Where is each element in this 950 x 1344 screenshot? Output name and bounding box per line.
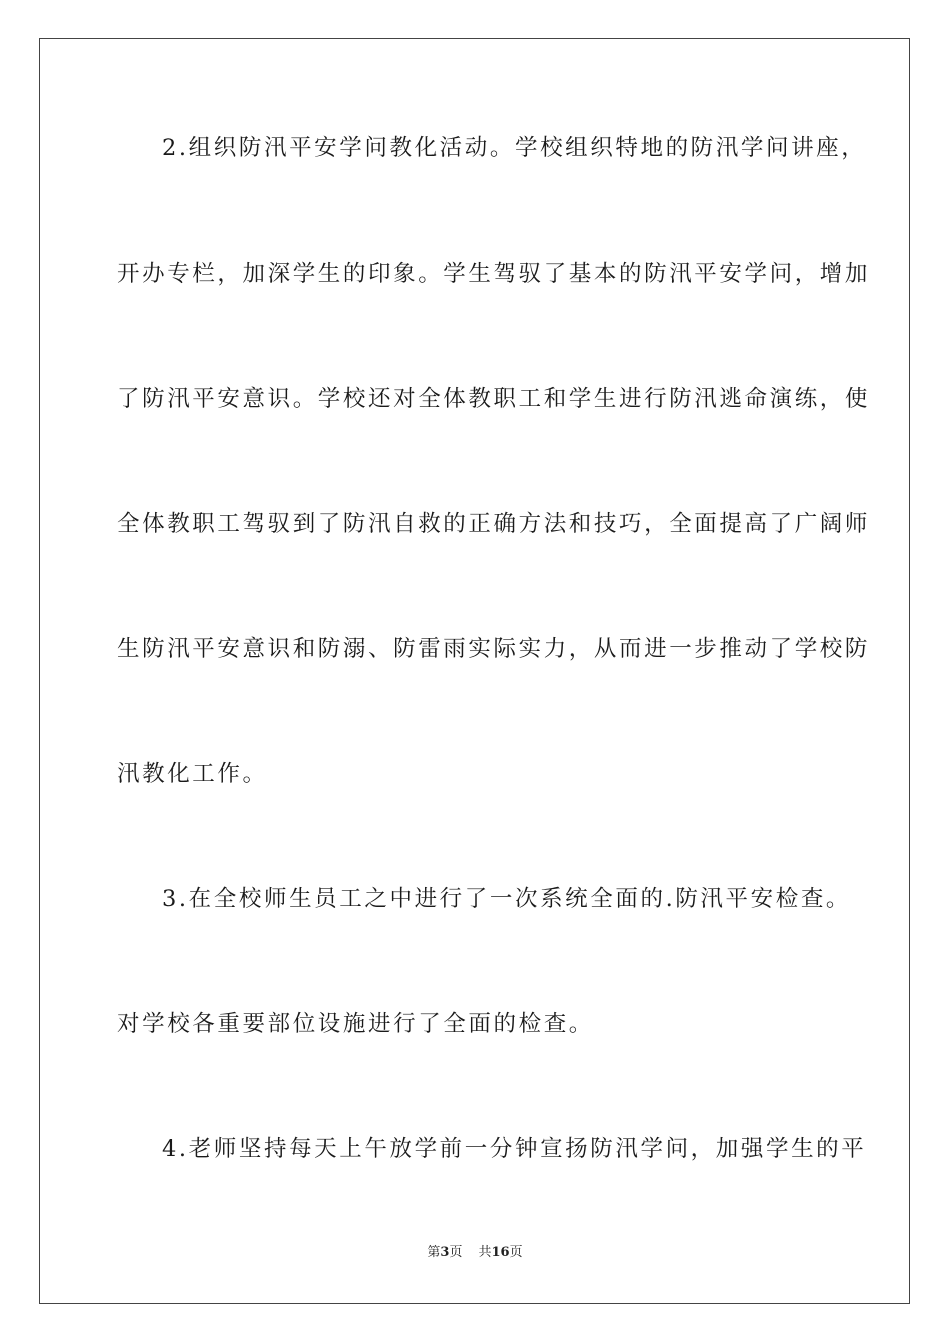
page-prefix: 第: [427, 1245, 441, 1260]
paragraph-line: 汛教化工作。: [117, 761, 268, 787]
page-border: [39, 38, 910, 1304]
paragraph-line: 全体教职工驾驭到了防汛自救的正确方法和技巧，全面提高了广阔师: [117, 511, 871, 537]
paragraph-line: 2.组织防汛平安学问教化活动。学校组织特地的防汛学问讲座，: [162, 135, 867, 161]
paragraph-line: 对学校各重要部位设施进行了全面的检查。: [117, 1011, 594, 1037]
paragraph-line: 3.在全校师生员工之中进行了一次系统全面的.防汛平安检查。: [162, 886, 852, 912]
total-pages: 16: [491, 1245, 510, 1260]
page-number: 3: [440, 1245, 450, 1260]
total-suffix: 页: [509, 1245, 523, 1260]
total-prefix: 共: [478, 1245, 492, 1260]
paragraph-line: 4.老师坚持每天上午放学前一分钟宣扬防汛学问，加强学生的平: [162, 1136, 867, 1162]
paragraph-line: 生防汛平安意识和防溺、防雷雨实际实力，从而进一步推动了学校防: [117, 636, 871, 662]
page-suffix: 页: [449, 1245, 463, 1260]
paragraph-line: 开办专栏，加深学生的印象。学生驾驭了基本的防汛平安学问，增加: [117, 261, 871, 287]
paragraph-line: 了防汛平安意识。学校还对全体教职工和学生进行防汛逃命演练，使: [117, 386, 871, 412]
page-footer: [0, 1244, 950, 1262]
